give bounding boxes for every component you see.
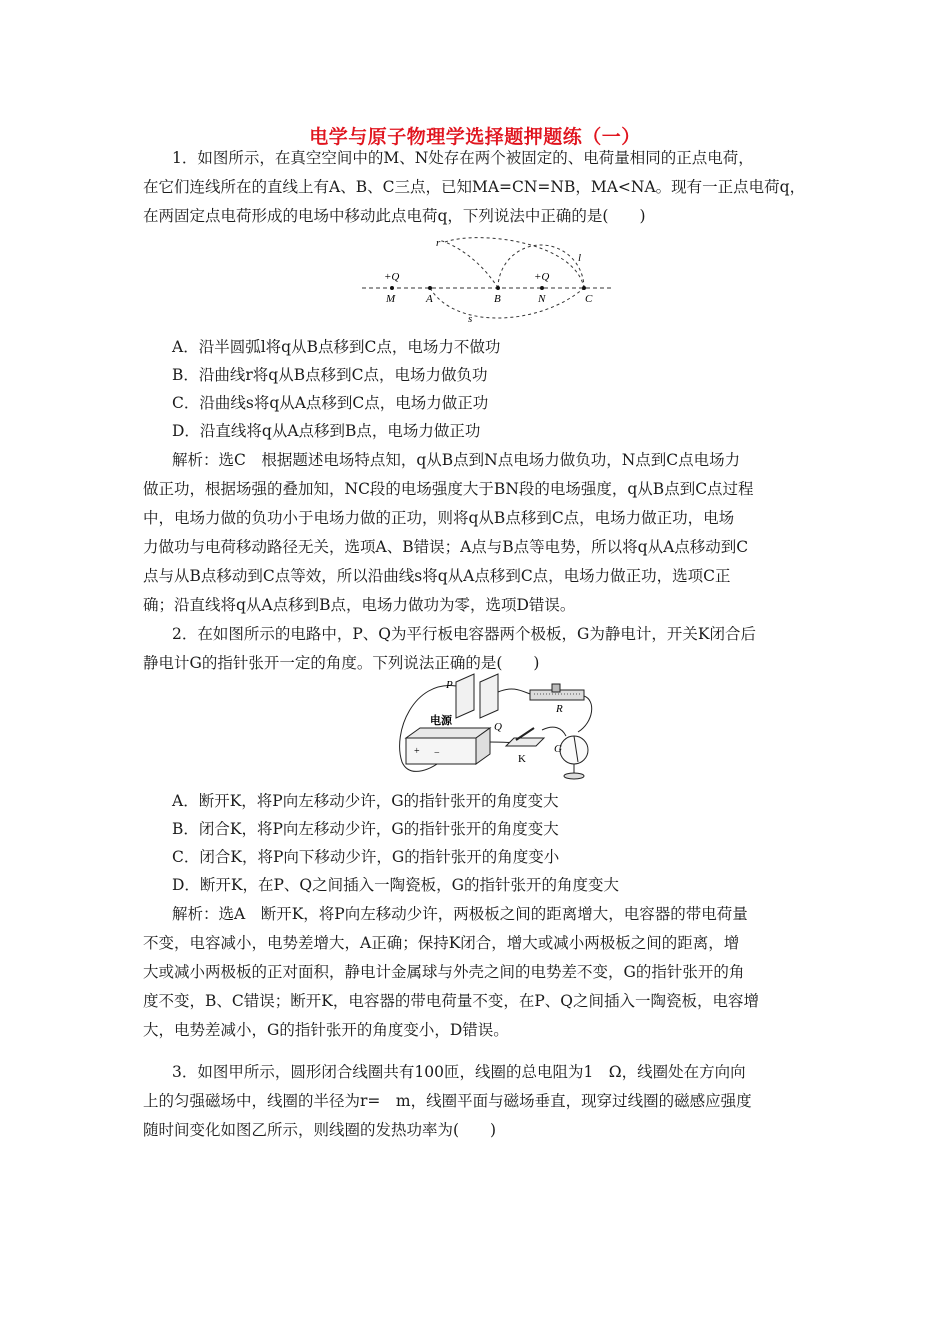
wire-resistor-meter — [578, 696, 592, 732]
q1-analysis-line-6: 确；沿直线将q从A点移到B点，电场力做功为零，选项D错误。 — [143, 596, 576, 614]
q1-stem-line-1: 1．如图所示，在真空空间中的M、N处存在两个被固定的、电荷量相同的正点电荷， — [172, 149, 754, 167]
plate-p — [456, 674, 474, 718]
label-a: A — [426, 293, 433, 305]
q1-option-a: A．沿半圆弧l将q从B点移到C点，电场力不做功 — [172, 338, 501, 356]
point-b-dot — [496, 286, 500, 290]
charge-right-label: +Q — [534, 271, 550, 283]
plate-q — [480, 674, 498, 718]
label-k: K — [518, 753, 526, 765]
q2-option-a: A．断开K，将P向左移动少许，G的指针张开的角度变大 — [172, 792, 559, 810]
point-c-dot — [582, 286, 586, 290]
charge-left-label: +Q — [384, 271, 400, 283]
point-a-dot — [428, 286, 432, 290]
q1-analysis-line-3: 中，电场力做的负功小于电场力做的正功，则将q从B点移到C点，电场力做正功，电场 — [143, 509, 735, 527]
label-r: R — [556, 703, 563, 715]
q2-analysis-line-5: 大，电势差减小，G的指针张开的角度变小，D错误。 — [143, 1021, 509, 1039]
q3-stem-line-3: 随时间变化如图乙所示，则线圈的发热功率为( ) — [143, 1121, 497, 1139]
q1-analysis-line-1: 解析：选C 根据题述电场特点知，q从B点到N点电场力做负功，N点到C点电场力 — [172, 451, 741, 469]
label-source: 电源 — [430, 715, 452, 727]
label-m: M — [386, 293, 396, 305]
q2-option-c: C．闭合K，将P向下移动少许，G的指针张开的角度变小 — [172, 848, 560, 866]
label-r: r — [436, 237, 441, 249]
label-g: G — [554, 743, 562, 755]
curve-r — [442, 238, 584, 288]
q1-stem-line-2: 在它们连线所在的直线上有A、B、C三点，已知MA=CN=NB，MA<NA。现有一正点电荷q， — [143, 178, 806, 196]
q2-stem-line-2: 静电计G的指针张开一定的角度。下列说法正确的是( ) — [143, 654, 540, 672]
q1-analysis-line-2: 做正功，根据场强的叠加知，NC段的电场强度大于BN段的电场强度，q从B点到C点过程 — [143, 480, 754, 498]
label-plus: + — [414, 746, 420, 757]
q1-option-d: D．沿直线将q从A点移到B点，电场力做正功 — [172, 422, 481, 440]
q1-stem-line-3: 在两固定点电荷形成的电场中移动此点电荷q，下列说法中正确的是( ) — [143, 207, 646, 225]
wire-q-resistor — [498, 689, 530, 694]
q2-analysis-line-4: 度不变，B、C错误；断开K，电容器的带电荷量不变，在P、Q之间插入一陶瓷板，电容增 — [143, 992, 759, 1010]
q2-option-b: B．闭合K，将P向左移动少许，G的指针张开的角度变大 — [172, 820, 559, 838]
q1-option-b: B．沿曲线r将q从B点移到C点，电场力做负功 — [172, 366, 488, 384]
q2-analysis-line-1: 解析：选A 断开K，将P向左移动少许，两极板之间的距离增大，电容器的带电荷量 — [172, 905, 748, 923]
label-s: s — [468, 313, 473, 325]
label-l: l — [578, 252, 582, 264]
q2-analysis-line-2: 不变，电容减小，电势差增大，A正确；保持K闭合，增大或减小两极板之间的距离，增 — [143, 934, 740, 952]
curve-s — [430, 288, 584, 318]
q2-option-d: D．断开K，在P、Q之间插入一陶瓷板，G的指针张开的角度变大 — [172, 876, 620, 894]
point-n-dot — [540, 286, 544, 290]
q1-analysis-line-5: 点与从B点移动到C点等效，所以沿曲线s将q从A点移到C点，电场力做正功，选项C正 — [143, 567, 731, 585]
q2-circuit-diagram — [394, 672, 604, 782]
electrometer-case — [560, 736, 588, 764]
q1-field-diagram — [360, 234, 620, 326]
q1-option-c: C．沿曲线s将q从A点移到C点，电场力做正功 — [172, 394, 489, 412]
label-q: Q — [494, 721, 502, 733]
label-c: C — [585, 293, 593, 305]
electrometer-stand — [564, 773, 584, 779]
label-b: B — [494, 293, 501, 305]
q2-analysis-line-3: 大或减小两极板的正对面积，静电计金属球与外壳之间的电势差不变，G的指针张开的角 — [143, 963, 745, 981]
point-m-dot — [390, 286, 394, 290]
resistor-slider — [552, 684, 560, 692]
label-p: P — [446, 679, 453, 691]
q1-analysis-line-4: 力做功与电荷移动路径无关，选项A、B错误；A点与B点等电势，所以将q从A点移动到C — [143, 538, 749, 556]
wire-switch-meter — [542, 727, 566, 736]
label-minus: − — [434, 748, 440, 759]
page-title: 电学与原子物理学选择题押题练（一） — [309, 126, 641, 148]
label-n: N — [538, 293, 546, 305]
q3-stem-line-1: 3．如图甲所示，圆形闭合线圈共有100匝，线圈的总电阻为1 Ω，线圈处在方向向 — [172, 1063, 746, 1081]
switch-base — [506, 738, 544, 746]
q3-stem-line-2: 上的匀强磁场中，线圈的半径为r= m，线圈平面与磁场垂直，现穿过线圈的磁感应强度 — [143, 1092, 752, 1110]
q2-stem-line-1: 2．在如图所示的电路中，P、Q为平行板电容器两个极板，G为静电计，开关K闭合后 — [172, 625, 756, 643]
